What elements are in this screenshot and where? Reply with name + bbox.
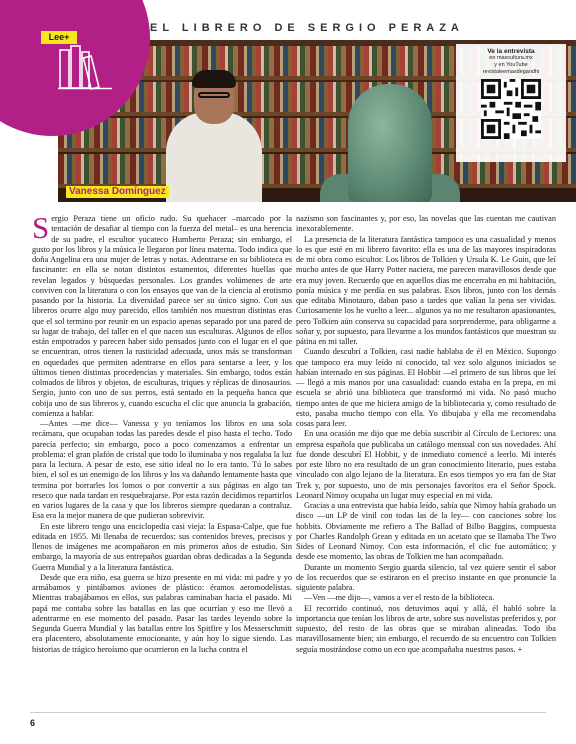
books-icon [58,44,116,90]
article-paragraph: En este librero tengo una enciclopedia casi vieja: la Espasa-Calpe, que fue editada en 1955. Mi llenaba de recuerdos: sus contenidos breves, precisos y llenos de imágenes me acompañaron en mis primeros años de estudio. Sin embargo, la mayoría de sus entrepaños guardan obras dedicadas a la Segunda Guerra Mundial y a la literatura fantástica. [32,521,292,572]
qr-panel-line: y en YouTube [494,62,528,68]
article-column-left [32,210,292,655]
article-paragraph: El recorrido continuó, nos detuvimos aquí y allá, él habló sobre la importancia que tenían los libros de arte, sobre sus novelistas preferidos y, por supuesto, del resto de las obras que se miraban alineadas. Todo iba maravillosamente bien; sin embargo, el recuerdo de su encuentro con Tolkien seguía mostrándose como un eco que acompañaba nuestros pasos. + [296,603,556,654]
section-title: EL LIBRERO DE SERGIO PERAZA [150,22,464,34]
article-paragraph: nazismo son fascinantes y, por eso, las novelas que las cuentan me cautivan inexorablemente. [296,214,556,234]
article-paragraph: Desde que era niño, esa guerra se hizo presente en mi vida: mi padre y yo armábamos y pintábamos aviones de plástico: éramos aeromodelistas. Mientras trabajábamos en ellos, sus palabras caminaban hacia el pasado. Mi papá me contaba sobre las batallas en las que ocurrían y eso me llevó a adentrarme en ese momento del pasado. Pasar las tardes leyendo sobre la Segunda Guerra Mundial y las batallas entre los Spitfire y los Messerschmitt era placentero, absolutamente emocionante, y aún hoy lo sigue siendo. Las historias de trágico heroísmo que ocurrieron en la lucha contra el [32,572,292,654]
article-paragraph: Gracias a una entrevista que había leído, sabía que Nimoy había grabado un disco —un LP de vinil con todas las de la ley— con canciones sobre los hobbits. Obviamente me refiero a The Ballad of Bilbo Baggins, compuesta por Charles Randolph Grean y editada en un acetato que se llamaba The Two Sides of Leonard Nimoy. Con esta información, el clic fue automático; y desde ese momento, las obras de Tolkien me han acompañado. [296,501,556,562]
article-paragraph: —Antes —me dice— Vanessa y yo teníamos los libros en una sola recámara, que ocupaban todas las paredes desde el piso hasta el techo. Todo parecía perfecto; sin embargo, poco a poco comenzamos a enfrentar un problema: el gran plafón de cristal que todo lo iluminaba y nos regalaba la luz para la lectura. A pesar de esto, ese sitio ideal no lo era tanto. Tú lo sabes bien, el sol es un enemigo de los libros y los va dañando lentamente hasta que termina por borrarles los lomos o por convertir a sus páginas en algo tan reseco que nada tardan en resquebrajarse. Por esta razón decidimos repartirlos en varios lugares de la casa y que los libreros siempre quedaran a contraluz. Esa era la mejor manera de que pudieran sobrevivir. [32,419,292,521]
page-divider [30,712,546,713]
page-number: 6 [30,718,36,728]
article-paragraph: Durante un momento Sergio guarda silencio, tal vez quiere sentir el sabor de los recuerdos que se estiraron en el preciso instante en que pronuncie la siguiente palabra. [296,562,556,592]
qr-panel [456,44,566,162]
drop-cap: S [32,210,50,245]
article-paragraph: Sergio Peraza tiene un oficio rudo. Su quehacer –marcado por la tentación de desafiar al tiempo con la fuerza del metal– es una herencia de su padre, el escultor yucateco Humberto Peraza; sin embargo, el gusto por los libros y la música le llegaron por línea materna. Todo indica que doña Angelina era una mujer de letras y notas. Adentrarse en su biblioteca es fascinante: en ella se notan distintos estamentos, diferentes huellas que revelan legados y búsquedas personales. Los grandes volúmenes de arte conviven con la literatura o con los ensayos que van de la ciencia al erotismo pasando por la historia. La diversidad parece ser su único signo. Con sus libreros ocurre algo muy parecido, ellos también nos muestran distintas eras que el sol termino por reunir en un espacio apenas separado por una pared de su lugar de trabajo, del taller en el que nacen sus esculturas. Algunos de ellos están empotrados y parecen haber sido pensados junto con el lugar en el que se encuentran, otros tienen la rusticidad adecuada, unos más se transforman en oquedades que permiten adentrarse en ellos para sentarse a leer, y los últimos tienen distintas procedencias y materiales. Sin embargo, todos están colmados de libros y objetos, de esculturas, triques y réplicas de dinosaurios. Sergio, junto con uno de sus perros, está sentado en la pequeña banca que cobija uno de sus libreros y, cuando escucha el clic que anuncia la grabación, comienza a hablar. [32,210,292,418]
qr-panel-title: Ve la entrevista [487,48,535,55]
qr-code-icon[interactable] [481,79,541,139]
bronze-bust [348,84,432,202]
qr-panel-line: revistaleemasdegandhi [482,69,540,75]
photo-credit: Vanessa Domínguez [66,186,169,198]
article-paragraph: La presencia de la literatura fantástica tampoco es una casualidad y menos lo es que esté en mi librero favorito: ella es una de las mayores inspiradoras de mi obra como escultor. Los libros de Tolkien y Ursula K. Le Guin, que leí mucho antes de que Harry Potter naciera, me parecen maravillosos desde que era muy joven. Recuerdo que en aquellos días me encerraba en mi habitación, ponía música y me perdía en sus palabras. Esos libros, junto con los demás que editaba Minotauro, daban paso a tardes que valían la pena ser vividas. Curiosamente los he vuelto a leer... algunos ya no me resultaron apasionantes, pero Tolkien aún conserva su capacidad para sorprenderme, para obligarme a soñar y, por supuesto, para llevarme a los mundos fantásticos que muestran su pátina en mi taller. [296,234,556,346]
qr-panel-line: en mascultura.mx [489,55,533,61]
article-paragraph: En una ocasión me dijo que me debía suscribir al Círculo de Lectores: una empresa española que publicaba un catálogo mensual con sus novedades. Ahí fue donde descubrí El Hobbit, y de inmediato comencé a leerlo. Mi interés por este libro no era resultado de un gran conocimiento literario, pues estaba vinculado con algo lejano de la literatura. En esos tiempos yo era fan de Star Trek y, por supuesto, uno de mis personajes favoritos era el Señor Spock. Leonard Nimoy ocupaba un lugar muy especial en mi vida. [296,429,556,500]
article-paragraph: Cuando descubrí a Tolkien, casi nadie hablaba de él en México. Supongo que tampoco era muy leído ni conocido, tal vez solo algunos iniciados se habían internado en sus páginas. El Hobbit —el primero de sus libros que leí— llegó a mis manos por una casualidad: cuando estaba en la prepa, en mi escuela se abrió una biblioteca que transformó mi vida. No pasó mucho tiempo antes de que me hiciera amigo de la bibliotecaria y, como resultado de esto, pasaba mucho tiempo con ella. Yo dibujaba y ella me recomendaba cosas para leer. [296,347,556,428]
magazine-logo: Lee+ [41,31,77,44]
portrait-figure [166,112,262,202]
article-paragraph: —Ven —me dijo—, vamos a ver el resto de la biblioteca. [304,593,495,603]
article-column-right [296,214,556,655]
